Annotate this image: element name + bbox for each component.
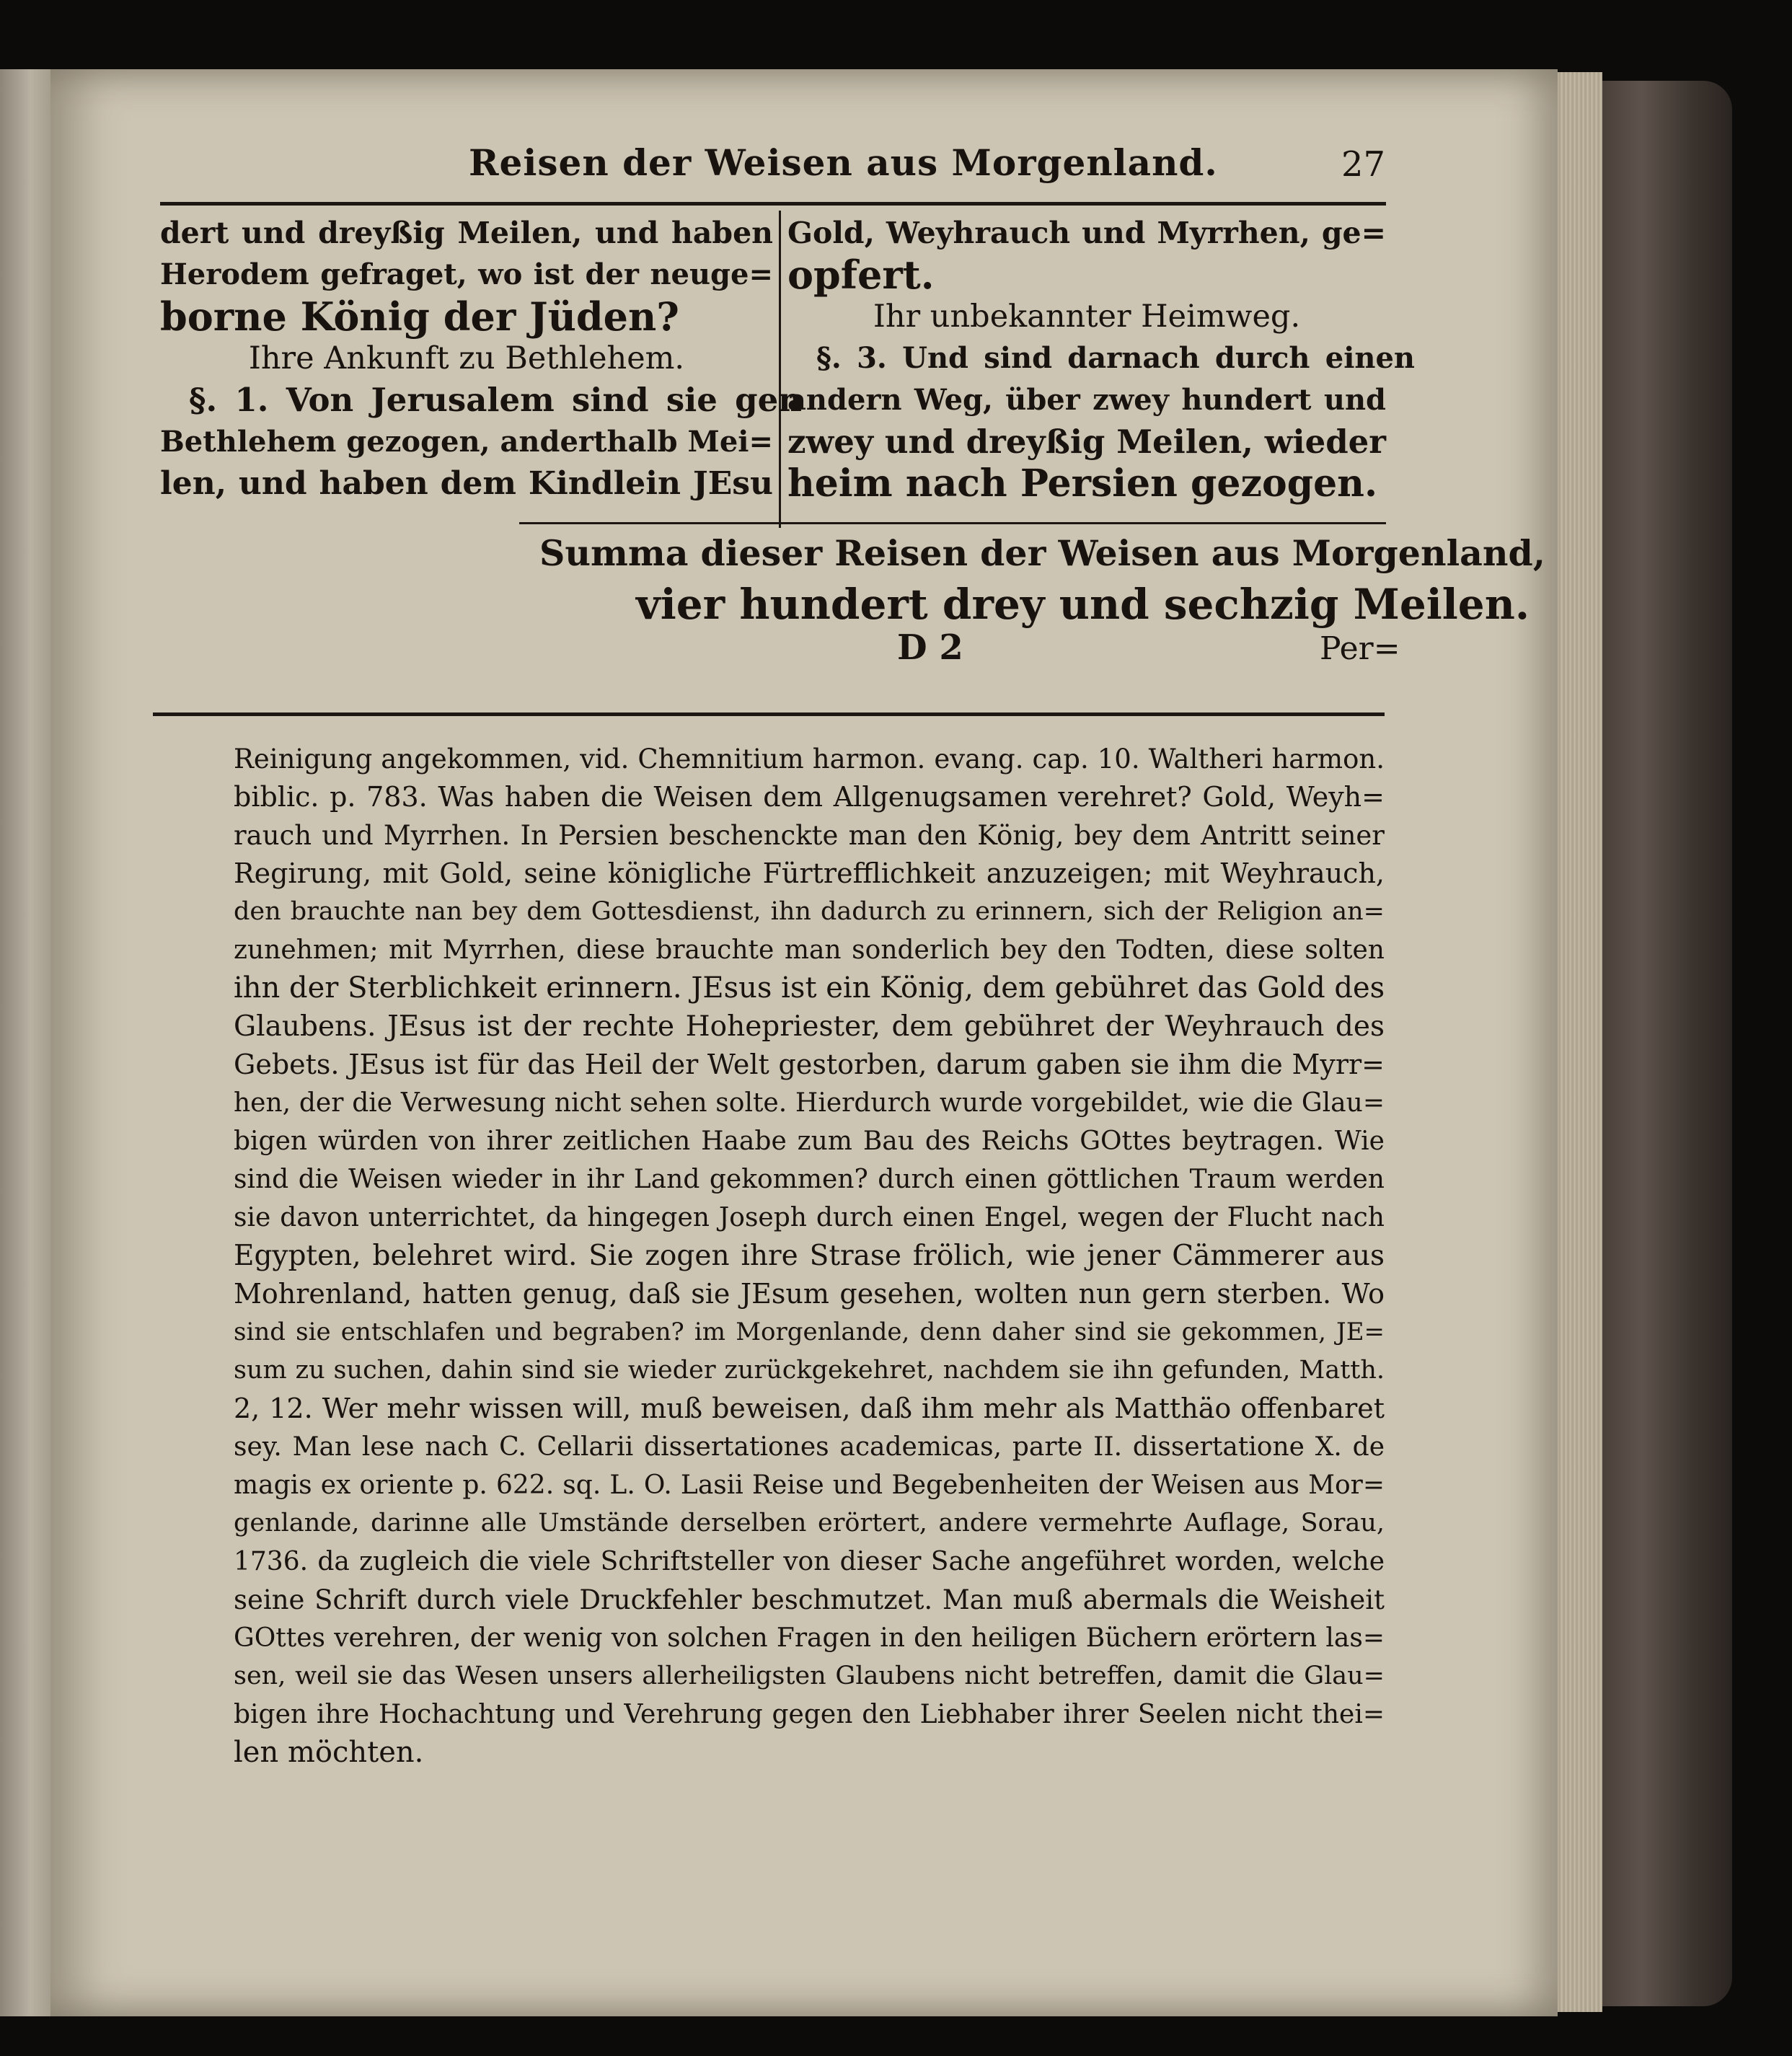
footnote-line: Glaubens. JEsus ist der rechte Hohepriester, dem gebühret der Weyhrauch des xyxy=(234,1010,1385,1043)
footnote-line: den brauchte nan bey dem Gottesdienst, ihn dadurch zu erinnern, sich der Religion an= xyxy=(234,897,1385,926)
footnote-line: sie davon unterrichtet, da hingegen Joseph durch einen Engel, wegen der Flucht nach xyxy=(234,1203,1385,1232)
footnote-line: sind die Weisen wieder in ihr Land gekommen? durch einen göttlichen Traum werden xyxy=(234,1165,1385,1194)
footnote-line: bigen würden von ihrer zeitlichen Haabe zum Bau des Reichs GOttes beytragen. Wie xyxy=(234,1126,1385,1156)
footnote xyxy=(234,740,1385,1772)
summa-line: vier hundert drey und sechzig Meilen. xyxy=(636,580,1530,629)
right-para-line: §. 3. Und sind darnach durch einen xyxy=(816,341,1415,375)
footnote-line: bigen ihre Hochachtung und Verehrung gegen den Liebhaber ihrer Seelen nicht thei= xyxy=(234,1700,1385,1729)
right-subheading: Ihr unbekannter Heimweg. xyxy=(873,299,1301,335)
footnote-line: seine Schrift durch viele Druckfehler beschmutzet. Man muß abermals die Weisheit xyxy=(234,1584,1385,1615)
footnote-line: sey. Man lese nach C. Cellarii dissertationes academicas, parte II. dissertatione X. de xyxy=(234,1432,1385,1462)
left-subheading: Ihre Ankunft zu Bethlehem. xyxy=(248,340,685,376)
page-fore-edge xyxy=(1558,72,1602,2012)
left-line: Herodem gefraget, wo ist der neuge= xyxy=(160,257,773,291)
footnote-line: Gebets. JEsus ist für das Heil der Welt gestorben, darum gaben sie ihm die Myrr= xyxy=(234,1049,1385,1080)
footnote-line: magis ex oriente p. 622. sq. L. O. Lasii Reise und Begebenheiten der Weisen aus Mor= xyxy=(234,1470,1385,1500)
footnote-line: GOttes verehren, der wenig von solchen Fragen in den heiligen Büchern erörtern las= xyxy=(234,1623,1385,1653)
summa-line: Summa dieser Reisen der Weisen aus Morgenland, xyxy=(539,532,1545,574)
footnote-line: 1736. da zugleich die viele Schriftsteller von dieser Sache angeführet worden, welche xyxy=(234,1547,1385,1576)
previous-page-edge xyxy=(0,69,50,2016)
footnote-line: 2, 12. Wer mehr wissen will, muß beweisen, daß ihm mehr als Matthäo offenbaret xyxy=(234,1393,1385,1424)
left-para-line: Bethlehem gezogen, anderthalb Mei= xyxy=(160,425,773,459)
footnote-line: sind sie entschlafen und begraben? im Morgenlande, denn daher sind sie gekommen, JE= xyxy=(234,1318,1385,1346)
right-column xyxy=(787,212,1415,506)
left-line: borne König der Jüden? xyxy=(160,294,679,340)
right-para-line: zwey und dreyßig Meilen, wieder xyxy=(787,423,1386,461)
footnote-line: len möchten. xyxy=(234,1736,424,1769)
left-para-line: §. 1. Von Jerusalem sind sie gen xyxy=(189,381,802,419)
footnote-line: rauch und Myrrhen. In Persien beschenckte man den König, bey dem Antritt seiner xyxy=(234,820,1385,851)
footnote-line: biblic. p. 783. Was haben die Weisen dem Allgenugsamen verehret? Gold, Weyh= xyxy=(234,781,1385,813)
page-number: 27 xyxy=(1341,144,1386,185)
footnote-line: Regirung, mit Gold, seine königliche Fürtrefflichkeit anzuzeigen; mit Weyhrauch, xyxy=(234,857,1385,889)
catchword: Per= xyxy=(1320,630,1400,667)
footnote-line: ihn der Sterblichkeit erinnern. JEsus ist ein König, dem gebühret das Gold des xyxy=(234,971,1385,1005)
footnote-line: Reinigung angekommen, vid. Chemnitium harmon. evang. cap. 10. Waltheri harmon. xyxy=(234,744,1385,775)
signature-mark: D 2 xyxy=(897,627,963,668)
header-rule xyxy=(160,202,1386,206)
right-line: opfert. xyxy=(787,252,935,298)
book-binding xyxy=(1602,81,1732,2006)
footnote-line: genlande, darinne alle Umstände derselben erörtert, andere vermehrte Auflage, Sorau, xyxy=(234,1509,1385,1537)
footnote-line: sen, weil sie das Wesen unsers allerheiligsten Glaubens nicht betreffen, damit die Glau= xyxy=(234,1662,1385,1690)
footnote-line: Mohrenland, hatten genug, daß sie JEsum gesehen, wolten nun gern sterben. Wo xyxy=(234,1278,1385,1310)
footnote-line: Egypten, belehret wird. Sie zogen ihre Strase frölich, wie jener Cämmerer aus xyxy=(234,1240,1385,1272)
right-para-line: andern Weg, über zwey hundert und xyxy=(787,383,1386,417)
footnote-line: sum zu suchen, dahin sind sie wieder zurückgekehret, nachdem sie ihn gefunden, Matth. xyxy=(234,1356,1385,1385)
footnote-line: zunehmen; mit Myrrhen, diese brauchte man sonderlich bey den Todten, diese solten xyxy=(234,935,1385,965)
running-title: Reisen der Weisen aus Morgenland. xyxy=(469,141,1218,184)
left-para-line: len, und haben dem Kindlein JEsu xyxy=(160,465,773,502)
summa-rule xyxy=(519,522,1386,524)
left-column xyxy=(160,212,802,505)
right-para-line: heim nach Persien gezogen. xyxy=(787,462,1378,506)
column-divider xyxy=(779,211,781,528)
right-line: Gold, Weyhrauch und Myrrhen, ge= xyxy=(787,216,1386,250)
left-line: dert und dreyßig Meilen, und haben xyxy=(160,216,773,250)
footnote-rule xyxy=(153,712,1385,716)
footnote-line: hen, der die Verwesung nicht sehen solte. Hierdurch wurde vorgebildet, wie die Glau= xyxy=(234,1088,1385,1118)
